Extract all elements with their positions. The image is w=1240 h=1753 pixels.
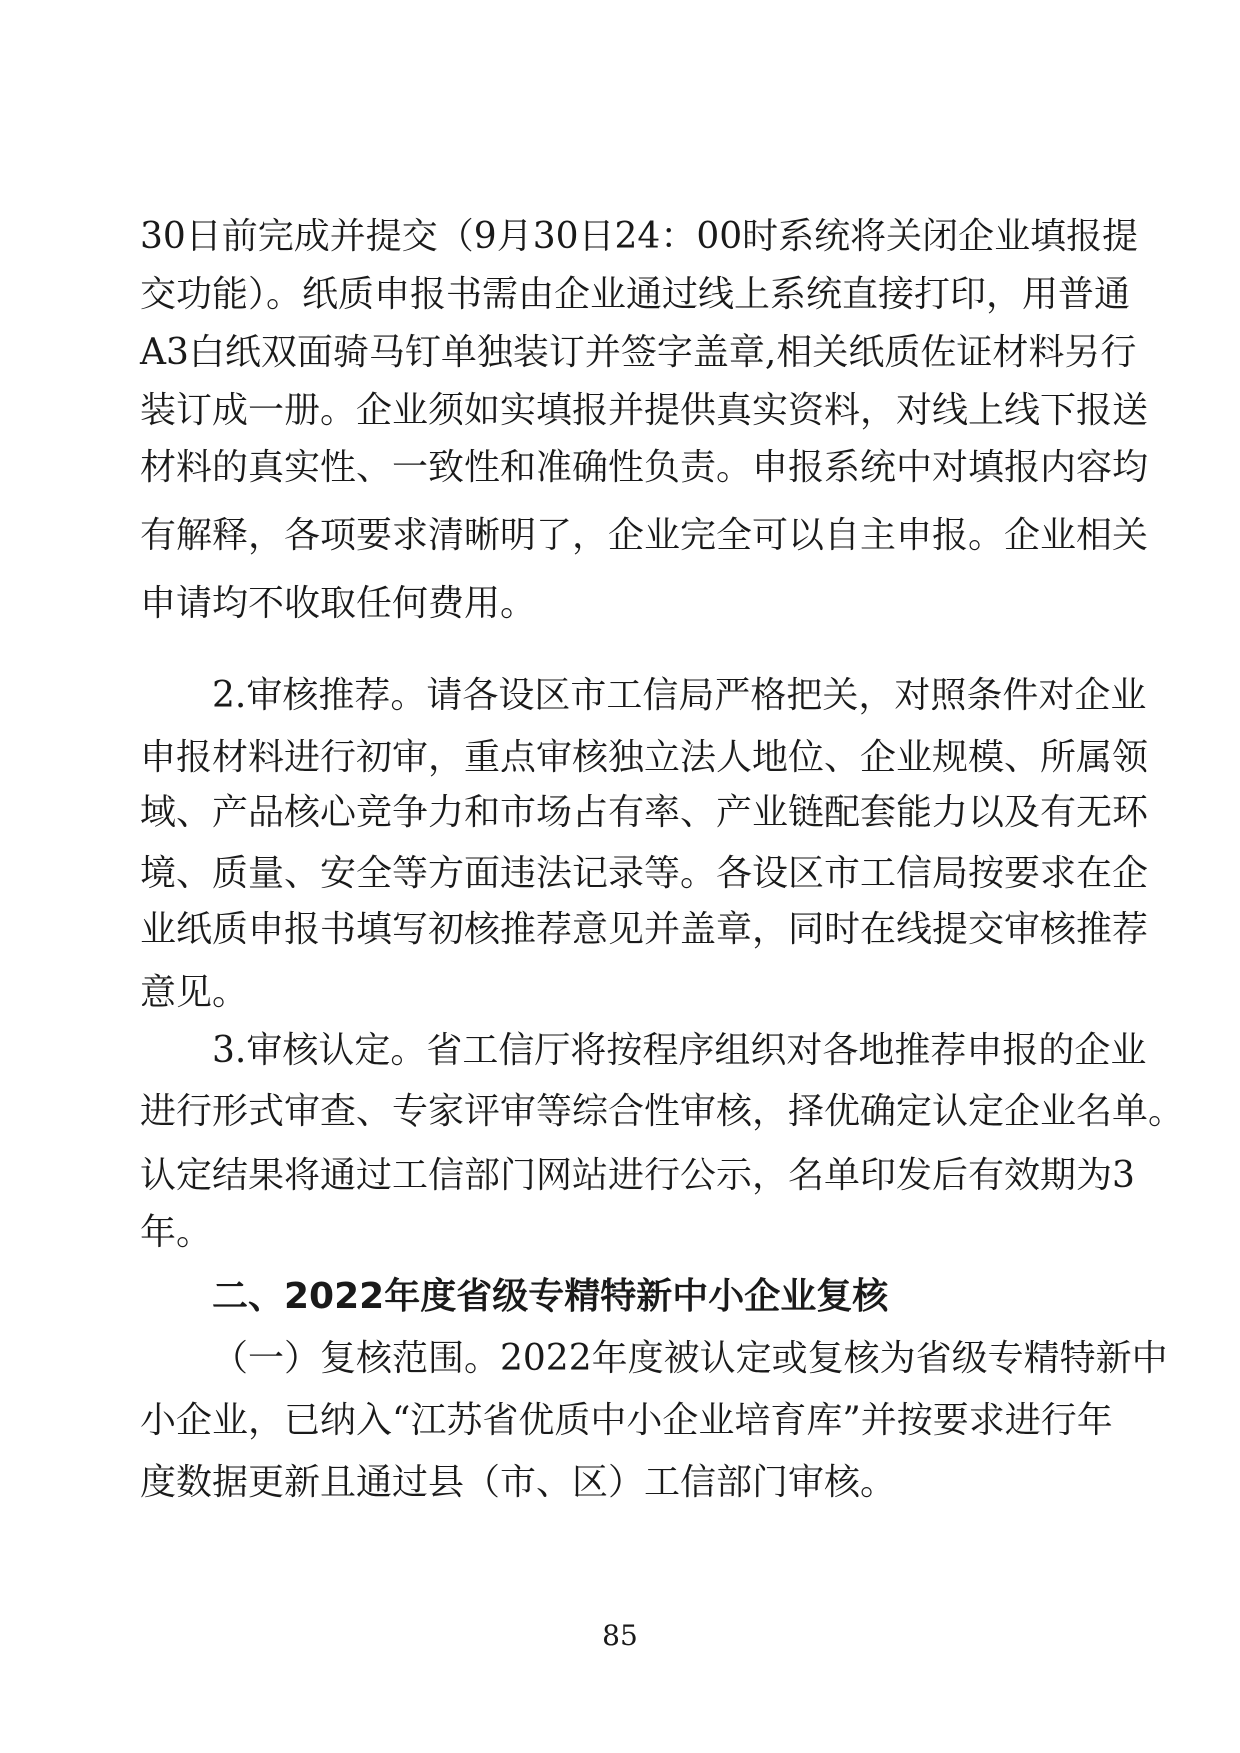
section-heading: 二、2022年度省级专精特新中小企业复核 <box>212 1276 889 1317</box>
text-line: 3.审核认定。省工信厅将按程序组织对各地推荐申报的企业 <box>212 1030 1147 1071</box>
text-line: 2.审核推荐。请各设区市工信局严格把关，对照条件对企业 <box>212 675 1147 716</box>
text-line: 业纸质申报书填写初核推荐意见并盖章，同时在线提交审核推荐 <box>140 909 1149 950</box>
text-line: 小企业，已纳入“江苏省优质中小企业培育库”并按要求进行年 <box>140 1400 1113 1441</box>
text-line: 装订成一册。企业须如实填报并提供真实资料，对线上线下报送 <box>140 390 1149 431</box>
text-line: （一）复核范围。2022年度被认定或复核为省级专精特新中 <box>212 1338 1168 1379</box>
text-line: 意见。 <box>140 972 249 1013</box>
text-line: 30日前完成并提交（9月30日24：00时系统将关闭企业填报提 <box>140 216 1139 257</box>
text-line: 申请均不收取任何费用。 <box>140 583 537 624</box>
text-line: 域、产品核心竞争力和市场占有率、产业链配套能力以及有无环 <box>140 792 1149 833</box>
text-line: 交功能）。纸质申报书需由企业通过线上系统直接打印，用普通 <box>140 274 1131 315</box>
text-line: 申报材料进行初审，重点审核独立法人地位、企业规模、所属领 <box>140 737 1149 778</box>
text-line: 材料的真实性、一致性和准确性负责。申报系统中对填报内容均 <box>140 447 1149 488</box>
text-line: A3白纸双面骑马钉单独装订并签字盖章,相关纸质佐证材料另行 <box>140 332 1137 373</box>
page-number: 85 <box>602 1619 638 1652</box>
text-line: 年。 <box>140 1212 213 1253</box>
text-line: 进行形式审查、专家评审等综合性审核，择优确定认定企业名单。 <box>140 1091 1185 1132</box>
text-line: 认定结果将通过工信部门网站进行公示，名单印发后有效期为3 <box>140 1155 1135 1196</box>
text-line: 境、质量、安全等方面违法记录等。各设区市工信局按要求在企 <box>140 853 1149 894</box>
text-line: 度数据更新且通过县（市、区）工信部门审核。 <box>140 1462 897 1503</box>
text-line: 有解释，各项要求清晰明了，企业完全可以自主申报。企业相关 <box>140 515 1149 556</box>
